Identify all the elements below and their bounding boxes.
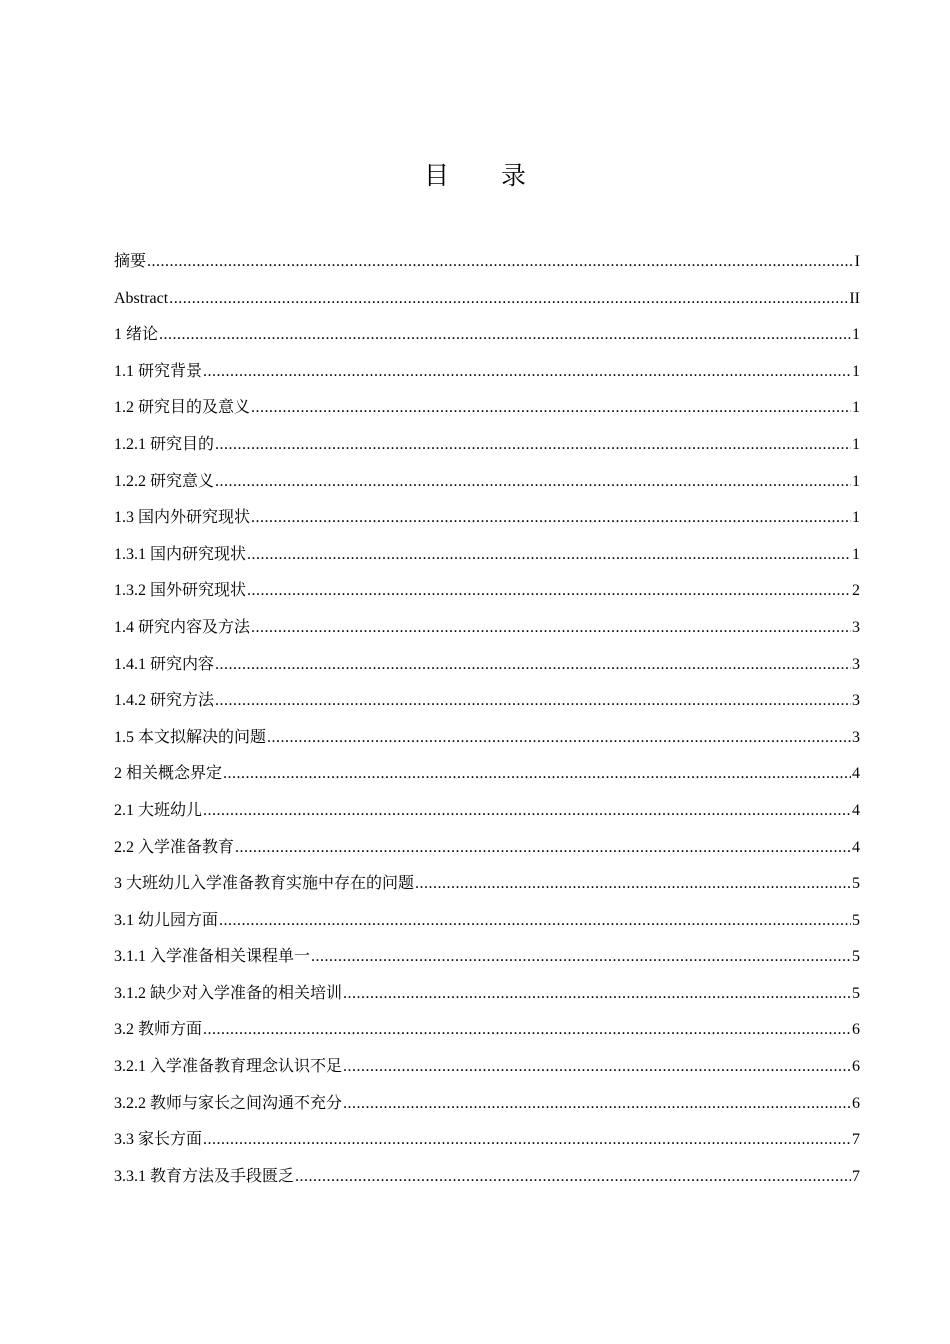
toc-dot-leader — [251, 500, 851, 537]
toc-entry-page-number: 5 — [852, 984, 860, 1002]
toc-dot-leader — [295, 1159, 851, 1196]
toc-dot-leader — [219, 903, 851, 940]
toc-entry[interactable] — [114, 427, 860, 464]
toc-entry-page-number: 7 — [852, 1131, 860, 1149]
toc-dot-leader — [247, 573, 851, 610]
toc-entry-page-number: 6 — [852, 1058, 860, 1076]
toc-entry[interactable] — [114, 500, 860, 537]
toc-entry[interactable] — [114, 573, 860, 610]
toc-dot-leader — [267, 720, 851, 757]
toc-entry-label: 1.3.2 国外研究现状 — [114, 582, 247, 600]
toc-entry[interactable] — [114, 830, 860, 867]
toc-entry-label: 3.3.1 教育方法及手段匮乏 — [114, 1167, 295, 1185]
toc-entry-label: 1.5 本文拟解决的问题 — [114, 728, 267, 746]
toc-entry-page-number: 4 — [852, 765, 860, 783]
toc-entry-page-number: II — [849, 289, 860, 307]
toc-dot-leader — [203, 793, 851, 830]
toc-entry[interactable] — [114, 1012, 860, 1049]
toc-entry[interactable] — [114, 1159, 860, 1196]
toc-entry[interactable] — [114, 281, 860, 318]
toc-entry-page-number: 1 — [852, 326, 860, 344]
toc-entry-label: 1.4.2 研究方法 — [114, 692, 215, 710]
toc-entry-label: 3.1.2 缺少对入学准备的相关培训 — [114, 984, 343, 1002]
toc-title: 目 录 — [424, 161, 548, 190]
toc-entry-label: 1.3.1 国内研究现状 — [114, 545, 247, 563]
toc-entry-label: 1 绪论 — [114, 326, 159, 344]
toc-entry-label: 1.3 国内外研究现状 — [114, 509, 251, 527]
toc-entry-page-number: 1 — [852, 472, 860, 490]
toc-entry-label: 3.1 幼儿园方面 — [114, 911, 219, 929]
toc-dot-leader — [215, 683, 851, 720]
toc-entry-label: 3.2.1 入学准备教育理念认识不足 — [114, 1058, 343, 1076]
toc-entry-label: Abstract — [114, 289, 169, 307]
toc-entry[interactable] — [114, 939, 860, 976]
toc-dot-leader — [203, 354, 851, 391]
toc-entry-page-number: 2 — [852, 582, 860, 600]
toc-dot-leader — [159, 317, 851, 354]
toc-entry[interactable] — [114, 976, 860, 1013]
toc-entry-label: 2 相关概念界定 — [114, 765, 223, 783]
toc-entry-label: 2.1 大班幼儿 — [114, 801, 203, 819]
toc-dot-leader — [311, 939, 851, 976]
toc-entry-page-number: 7 — [852, 1167, 860, 1185]
toc-entry[interactable] — [114, 464, 860, 501]
toc-entry[interactable] — [114, 683, 860, 720]
toc-entry-label: 1.4 研究内容及方法 — [114, 618, 251, 636]
toc-entry-label: 3.2.2 教师与家长之间沟通不充分 — [114, 1094, 343, 1112]
toc-entry[interactable] — [114, 610, 860, 647]
toc-entry[interactable] — [114, 1122, 860, 1159]
toc-entry-page-number: 1 — [852, 399, 860, 417]
toc-entry-page-number: 1 — [852, 362, 860, 380]
toc-entry[interactable] — [114, 537, 860, 574]
toc-entry-label: 1.2 研究目的及意义 — [114, 399, 251, 417]
toc-entry-label: 摘要 — [114, 253, 147, 270]
toc-entry-page-number: 3 — [852, 692, 860, 710]
toc-entry-page-number: 6 — [852, 1094, 860, 1112]
toc-dot-leader — [215, 647, 851, 684]
toc-entry[interactable] — [114, 390, 860, 427]
toc-entry-page-number: 5 — [852, 948, 860, 966]
toc-entry[interactable] — [114, 647, 860, 684]
toc-dot-leader — [235, 830, 851, 867]
toc-dot-leader — [147, 244, 854, 281]
toc-entry-label: 3 大班幼儿入学准备教育实施中存在的问题 — [114, 875, 415, 893]
toc-dot-leader — [247, 537, 851, 574]
toc-entry-label: 1.1 研究背景 — [114, 362, 203, 380]
toc-entry-label: 3.3 家长方面 — [114, 1131, 203, 1149]
toc-dot-leader — [203, 1012, 851, 1049]
toc-entry-page-number: 5 — [852, 875, 860, 893]
toc-dot-leader — [223, 756, 851, 793]
toc-entry[interactable] — [114, 866, 860, 903]
toc-entry-page-number: I — [854, 253, 860, 270]
toc-dot-leader — [251, 610, 851, 647]
toc-dot-leader — [169, 281, 848, 318]
toc-entry-label: 3.2 教师方面 — [114, 1021, 203, 1039]
toc-entry-page-number: 4 — [852, 838, 860, 856]
toc-entry[interactable] — [114, 317, 860, 354]
toc-entry-label: 1.2.1 研究目的 — [114, 435, 215, 453]
toc-entry[interactable] — [114, 720, 860, 757]
toc-entry-label: 3.1.1 入学准备相关课程单一 — [114, 948, 311, 966]
toc-entry[interactable] — [114, 756, 860, 793]
toc-entry-label: 1.4.1 研究内容 — [114, 655, 215, 673]
toc-dot-leader — [343, 976, 851, 1013]
toc-entry-page-number: 1 — [852, 509, 860, 527]
toc-entry-page-number: 6 — [852, 1021, 860, 1039]
toc-entry[interactable] — [114, 1086, 860, 1123]
toc-entry[interactable] — [114, 354, 860, 391]
toc-entry-page-number: 3 — [852, 618, 860, 636]
toc-entry-label: 2.2 入学准备教育 — [114, 838, 235, 856]
toc-dot-leader — [203, 1122, 851, 1159]
toc-entry-page-number: 3 — [852, 728, 860, 746]
toc-entry[interactable] — [114, 1049, 860, 1086]
toc-dot-leader — [251, 390, 851, 427]
toc-dot-leader — [215, 464, 851, 501]
toc-list — [114, 244, 860, 1195]
toc-entry-page-number: 5 — [852, 911, 860, 929]
toc-entry[interactable] — [114, 244, 860, 281]
toc-entry-page-number: 1 — [852, 545, 860, 563]
toc-dot-leader — [343, 1086, 851, 1123]
toc-dot-leader — [415, 866, 851, 903]
toc-entry[interactable] — [114, 793, 860, 830]
toc-entry-page-number: 4 — [852, 801, 860, 819]
toc-entry[interactable] — [114, 903, 860, 940]
toc-entry-page-number: 1 — [852, 435, 860, 453]
toc-entry-label: 1.2.2 研究意义 — [114, 472, 215, 490]
toc-dot-leader — [215, 427, 851, 464]
toc-dot-leader — [343, 1049, 851, 1086]
toc-entry-page-number: 3 — [852, 655, 860, 673]
